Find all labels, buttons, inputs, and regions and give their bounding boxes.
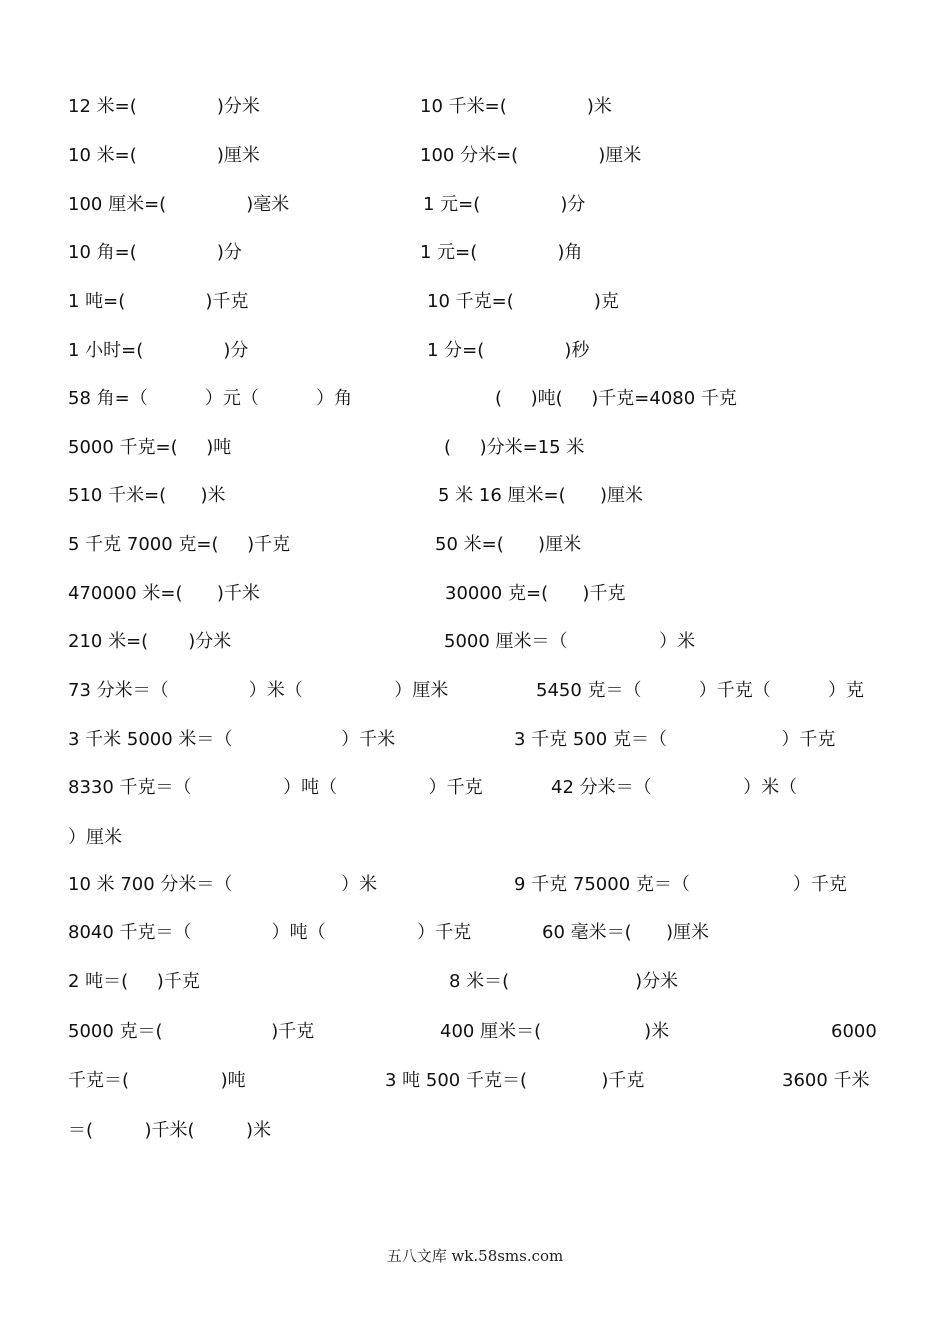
exercise-line: 12 米=( )分米 [68, 96, 260, 117]
exercise-line: 5000 千克=( )吨 [68, 437, 232, 458]
exercise-line: 1 元=( )角 [420, 242, 583, 263]
exercise-line: 210 米=( )分米 [68, 631, 232, 652]
exercise-line: 400 厘米＝( )米 [440, 1021, 670, 1042]
exercise-line: 5 米 16 厘米=( )厘米 [438, 485, 643, 506]
exercise-line: 50 米=( )厘米 [435, 534, 582, 555]
exercise-line: 1 分=( )秒 [427, 340, 590, 361]
exercise-line: 510 千米=( )米 [68, 485, 226, 506]
exercise-line: ＝( )千米( )米 [68, 1120, 272, 1141]
exercise-line: 10 米=( )厘米 [68, 145, 260, 166]
exercise-line: 8 米＝( )分米 [449, 971, 679, 992]
exercise-line: 5450 克＝（ ）千克（ ）克 [536, 680, 864, 701]
exercise-line: 58 角=（ ）元（ ）角 [68, 388, 353, 409]
exercise-line: 10 千米=( )米 [420, 96, 612, 117]
exercise-line: 100 厘米=( )毫米 [68, 194, 290, 215]
exercise-line: 42 分米＝（ ）米（ [551, 777, 798, 798]
exercise-line: 5000 克＝( )千克 [68, 1021, 315, 1042]
exercise-line: 1 吨=( )千克 [68, 291, 249, 312]
exercise-line: 9 千克 75000 克＝（ ）千克 [514, 874, 847, 895]
exercise-line: 2 吨＝( )千克 [68, 971, 200, 992]
exercise-line: 10 米 700 分米＝（ ）米 [68, 874, 378, 895]
exercise-line: 6000 [831, 1021, 877, 1042]
exercise-line: 千克＝( )吨 [68, 1070, 246, 1091]
exercise-line: 100 分米=( )厘米 [420, 145, 642, 166]
exercise-line: 60 毫米＝( )厘米 [542, 922, 710, 943]
page-footer: 五八文库 wk.58sms.com [386, 1247, 564, 1265]
exercise-line: 1 元=( )分 [423, 194, 586, 215]
exercise-line: 3 吨 500 千克＝( )千克 [385, 1070, 645, 1091]
exercise-line: 3 千克 500 克＝（ ）千克 [514, 729, 836, 750]
exercise-line: 8040 千克＝（ ）吨（ ）千克 [68, 922, 472, 943]
exercise-line: ( )分米=15 米 [444, 437, 585, 458]
exercise-line: 5 千克 7000 克=( )千克 [68, 534, 291, 555]
exercise-line: ）厘米 [68, 827, 122, 848]
exercise-line: 5000 厘米＝（ ）米 [444, 631, 696, 652]
exercise-line: 1 小时=( )分 [68, 340, 249, 361]
exercise-line: 3 千米 5000 米＝（ ）千米 [68, 729, 396, 750]
exercise-line: 10 角=( )分 [68, 242, 242, 263]
exercise-line: 73 分米＝（ ）米（ ）厘米 [68, 680, 449, 701]
exercise-line: 10 千克=( )克 [427, 291, 619, 312]
exercise-line: 30000 克=( )千克 [445, 583, 626, 604]
exercise-line: ( )吨( )千克=4080 千克 [495, 388, 737, 409]
exercise-line: 470000 米=( )千米 [68, 583, 260, 604]
exercise-line: 3600 千米 [782, 1070, 870, 1091]
exercise-line: 8330 千克＝（ ）吨（ ）千克 [68, 777, 483, 798]
